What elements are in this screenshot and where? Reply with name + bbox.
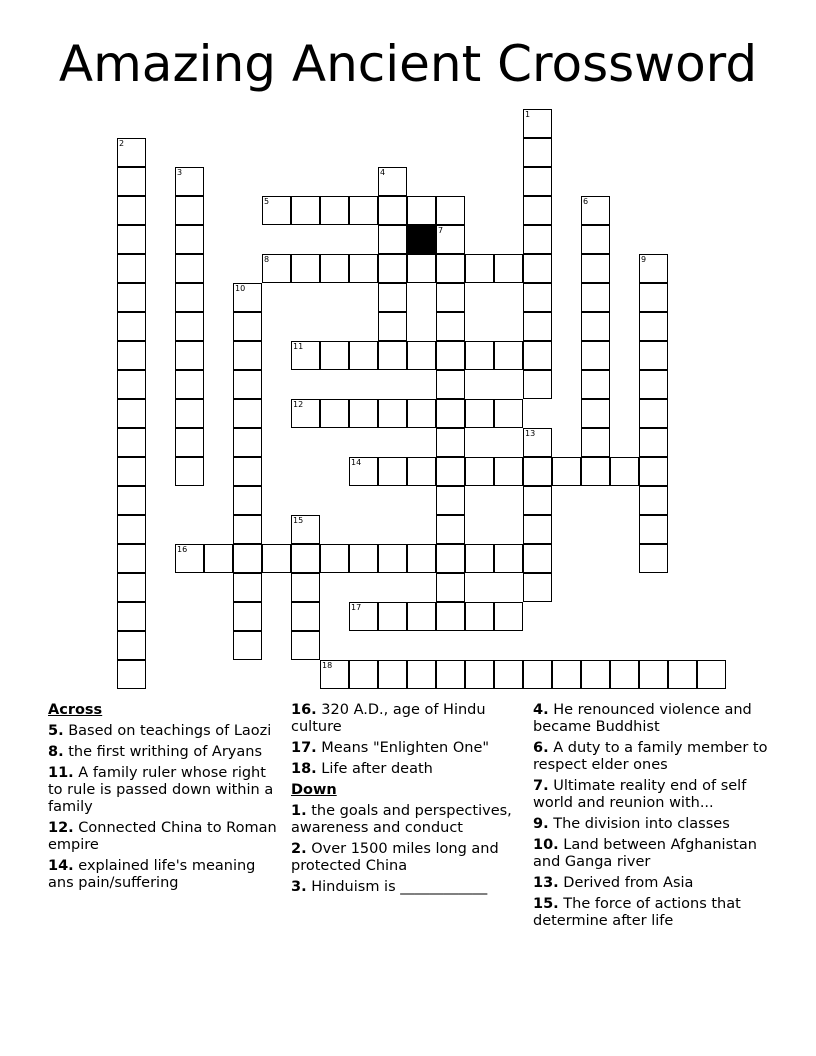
grid-cell[interactable] bbox=[262, 544, 291, 573]
grid-cell[interactable] bbox=[465, 341, 494, 370]
clue-number: 5. bbox=[48, 723, 64, 739]
clue-item bbox=[291, 841, 521, 875]
clue-text: Connected China to Roman empire bbox=[48, 820, 277, 853]
grid-cell[interactable] bbox=[291, 631, 320, 660]
grid-cell[interactable] bbox=[668, 660, 697, 689]
clue-number: 13. bbox=[533, 875, 559, 891]
grid-cell[interactable] bbox=[320, 399, 349, 428]
grid-cell[interactable] bbox=[349, 196, 378, 225]
grid-cell[interactable] bbox=[117, 254, 146, 283]
grid-cell[interactable] bbox=[581, 370, 610, 399]
cell-number: 14 bbox=[351, 458, 362, 467]
clue-number: 4. bbox=[533, 702, 549, 718]
cell-number: 4 bbox=[380, 168, 386, 177]
cell-number: 13 bbox=[525, 429, 536, 438]
grid-cell[interactable] bbox=[639, 254, 668, 283]
down-clue-list-continued bbox=[533, 702, 773, 930]
grid-cell[interactable] bbox=[523, 254, 552, 283]
grid-cell[interactable] bbox=[436, 457, 465, 486]
grid-cell[interactable] bbox=[407, 254, 436, 283]
grid-cell[interactable] bbox=[581, 312, 610, 341]
cell-number: 2 bbox=[119, 139, 125, 148]
grid-cell[interactable] bbox=[175, 283, 204, 312]
clue-number: 15. bbox=[533, 896, 559, 912]
grid-cell[interactable] bbox=[233, 515, 262, 544]
grid-cell[interactable] bbox=[523, 109, 552, 138]
grid-cell[interactable] bbox=[436, 486, 465, 515]
grid-cell[interactable] bbox=[494, 602, 523, 631]
grid-cell[interactable] bbox=[117, 486, 146, 515]
grid-cell[interactable] bbox=[117, 399, 146, 428]
grid-cell[interactable] bbox=[465, 544, 494, 573]
grid-cell[interactable] bbox=[291, 341, 320, 370]
grid-cell[interactable] bbox=[581, 428, 610, 457]
grid-cell[interactable] bbox=[552, 660, 581, 689]
clue-text: Hinduism is ____________ bbox=[306, 879, 488, 895]
grid-cell[interactable] bbox=[204, 544, 233, 573]
grid-cell[interactable] bbox=[320, 196, 349, 225]
grid-cell[interactable] bbox=[117, 544, 146, 573]
clue-number: 14. bbox=[48, 858, 74, 874]
grid-cell[interactable] bbox=[581, 660, 610, 689]
clue-item bbox=[291, 879, 521, 896]
clue-number: 9. bbox=[533, 816, 549, 832]
grid-cell[interactable] bbox=[349, 457, 378, 486]
grid-cell[interactable] bbox=[407, 399, 436, 428]
clues-column-3 bbox=[533, 702, 773, 934]
grid-cell[interactable] bbox=[378, 341, 407, 370]
clue-item bbox=[533, 875, 773, 892]
grid-cell[interactable] bbox=[494, 544, 523, 573]
clue-text: explained life's meaning ans pain/suffering bbox=[48, 858, 256, 891]
grid-cell[interactable] bbox=[291, 573, 320, 602]
grid-cell[interactable] bbox=[378, 399, 407, 428]
grid-cell[interactable] bbox=[494, 399, 523, 428]
clue-number: 8. bbox=[48, 744, 64, 760]
grid-cell[interactable] bbox=[581, 283, 610, 312]
grid-cell[interactable] bbox=[233, 312, 262, 341]
clue-text: the goals and perspectives, awareness and conduct bbox=[291, 803, 512, 836]
grid-cell[interactable] bbox=[175, 341, 204, 370]
grid-cell[interactable] bbox=[117, 602, 146, 631]
clue-text: The division into classes bbox=[548, 816, 730, 832]
grid-cell[interactable] bbox=[378, 660, 407, 689]
cell-number: 18 bbox=[322, 661, 333, 670]
grid-cell[interactable] bbox=[639, 515, 668, 544]
clue-text: Based on teachings of Laozi bbox=[63, 723, 272, 739]
grid-cell[interactable] bbox=[117, 457, 146, 486]
grid-cell[interactable] bbox=[117, 573, 146, 602]
grid-cell[interactable] bbox=[523, 660, 552, 689]
clue-text: Derived from Asia bbox=[558, 875, 694, 891]
grid-cell[interactable] bbox=[639, 283, 668, 312]
grid-cell[interactable] bbox=[117, 370, 146, 399]
grid-cell[interactable] bbox=[436, 428, 465, 457]
grid-cell[interactable] bbox=[436, 312, 465, 341]
clue-text: The force of actions that determine after life bbox=[533, 896, 741, 929]
grid-cell[interactable] bbox=[320, 544, 349, 573]
grid-cell[interactable] bbox=[378, 283, 407, 312]
clue-text: A family ruler whose right to rule is passed down within a family bbox=[48, 765, 274, 815]
grid-cell[interactable] bbox=[639, 544, 668, 573]
clue-number: 16. bbox=[291, 702, 317, 718]
grid-cell[interactable] bbox=[581, 399, 610, 428]
clue-number: 12. bbox=[48, 820, 74, 836]
grid-cell[interactable] bbox=[320, 254, 349, 283]
grid-cell[interactable] bbox=[175, 399, 204, 428]
clue-text: He renounced violence and became Buddhist bbox=[533, 702, 752, 735]
grid-cell[interactable] bbox=[262, 196, 291, 225]
clue-number: 2. bbox=[291, 841, 307, 857]
grid-cell[interactable] bbox=[117, 515, 146, 544]
grid-cell[interactable] bbox=[697, 660, 726, 689]
grid-cell[interactable] bbox=[407, 196, 436, 225]
clue-number: 17. bbox=[291, 740, 317, 756]
grid-cell[interactable] bbox=[233, 486, 262, 515]
grid-cell[interactable] bbox=[175, 312, 204, 341]
grid-cell[interactable] bbox=[117, 312, 146, 341]
clue-text: Land between Afghanistan and Ganga river bbox=[533, 837, 757, 870]
grid-cell[interactable] bbox=[523, 341, 552, 370]
grid-cell[interactable] bbox=[523, 283, 552, 312]
grid-cell[interactable] bbox=[407, 660, 436, 689]
grid-cell[interactable] bbox=[523, 486, 552, 515]
grid-cell[interactable] bbox=[407, 341, 436, 370]
clue-text: Ultimate reality end of self world and reunion with... bbox=[533, 778, 747, 811]
grid-cell[interactable] bbox=[175, 167, 204, 196]
cell-number: 10 bbox=[235, 284, 246, 293]
clue-number: 10. bbox=[533, 837, 559, 853]
clue-number: 18. bbox=[291, 761, 317, 777]
grid-cell[interactable] bbox=[291, 254, 320, 283]
grid-cell[interactable] bbox=[117, 196, 146, 225]
grid-cell[interactable] bbox=[378, 167, 407, 196]
grid-cell[interactable] bbox=[407, 602, 436, 631]
grid-cell[interactable] bbox=[233, 399, 262, 428]
grid-cell[interactable] bbox=[494, 660, 523, 689]
grid-cell[interactable] bbox=[465, 254, 494, 283]
grid-cell[interactable] bbox=[233, 457, 262, 486]
grid-cell[interactable] bbox=[581, 254, 610, 283]
grid-cell[interactable] bbox=[175, 428, 204, 457]
clue-text: Life after death bbox=[316, 761, 433, 777]
grid-cell[interactable] bbox=[436, 515, 465, 544]
grid-cell[interactable] bbox=[175, 196, 204, 225]
black-cell bbox=[407, 225, 436, 254]
clue-number: 6. bbox=[533, 740, 549, 756]
grid-cell[interactable] bbox=[378, 196, 407, 225]
grid-cell[interactable] bbox=[378, 254, 407, 283]
grid-cell[interactable] bbox=[436, 254, 465, 283]
clue-item bbox=[48, 765, 280, 816]
grid-cell[interactable] bbox=[233, 428, 262, 457]
grid-cell[interactable] bbox=[610, 457, 639, 486]
grid-cell[interactable] bbox=[436, 660, 465, 689]
grid-cell[interactable] bbox=[581, 196, 610, 225]
clue-item bbox=[291, 702, 521, 736]
grid-cell[interactable] bbox=[175, 225, 204, 254]
grid-cell[interactable] bbox=[175, 457, 204, 486]
grid-cell[interactable] bbox=[407, 457, 436, 486]
clue-text: 320 A.D., age of Hindu culture bbox=[291, 702, 486, 735]
grid-cell[interactable] bbox=[465, 660, 494, 689]
clue-number: 11. bbox=[48, 765, 74, 781]
grid-cell[interactable] bbox=[639, 341, 668, 370]
cell-number: 12 bbox=[293, 400, 304, 409]
grid-cell[interactable] bbox=[610, 660, 639, 689]
grid-cell[interactable] bbox=[436, 370, 465, 399]
grid-cell[interactable] bbox=[494, 457, 523, 486]
clue-item bbox=[48, 858, 280, 892]
cell-number: 8 bbox=[264, 255, 270, 264]
grid-cell[interactable] bbox=[639, 399, 668, 428]
clue-number: 1. bbox=[291, 803, 307, 819]
clue-item bbox=[533, 702, 773, 736]
clue-text: the first writhing of Aryans bbox=[63, 744, 263, 760]
clue-number: 7. bbox=[533, 778, 549, 794]
grid-cell[interactable] bbox=[523, 138, 552, 167]
grid-cell[interactable] bbox=[233, 283, 262, 312]
grid-cell[interactable] bbox=[436, 602, 465, 631]
down-heading: Down bbox=[291, 782, 337, 798]
grid-cell[interactable] bbox=[523, 457, 552, 486]
grid-cell[interactable] bbox=[552, 457, 581, 486]
grid-cell[interactable] bbox=[291, 544, 320, 573]
clue-item bbox=[291, 761, 521, 778]
clue-item bbox=[48, 723, 280, 740]
grid-cell[interactable] bbox=[639, 457, 668, 486]
grid-cell[interactable] bbox=[378, 457, 407, 486]
grid-cell[interactable] bbox=[465, 602, 494, 631]
grid-cell[interactable] bbox=[117, 631, 146, 660]
grid-cell[interactable] bbox=[349, 602, 378, 631]
grid-cell[interactable] bbox=[117, 138, 146, 167]
grid-cell[interactable] bbox=[175, 254, 204, 283]
grid-cell[interactable] bbox=[523, 515, 552, 544]
grid-cell[interactable] bbox=[436, 225, 465, 254]
grid-cell[interactable] bbox=[407, 544, 436, 573]
grid-cell[interactable] bbox=[262, 254, 291, 283]
grid-cell[interactable] bbox=[465, 399, 494, 428]
clue-item bbox=[533, 837, 773, 871]
clue-text: Means "Enlighten One" bbox=[316, 740, 490, 756]
clue-text: A duty to a family member to respect elder ones bbox=[533, 740, 768, 773]
clue-item bbox=[533, 816, 773, 833]
grid-cell[interactable] bbox=[378, 225, 407, 254]
cell-number: 15 bbox=[293, 516, 304, 525]
grid-cell[interactable] bbox=[117, 341, 146, 370]
grid-cell[interactable] bbox=[436, 399, 465, 428]
cell-number: 1 bbox=[525, 110, 531, 119]
clue-text: Over 1500 miles long and protected China bbox=[291, 841, 499, 874]
grid-cell[interactable] bbox=[233, 573, 262, 602]
cell-number: 11 bbox=[293, 342, 304, 351]
grid-cell[interactable] bbox=[291, 515, 320, 544]
grid-cell[interactable] bbox=[523, 167, 552, 196]
grid-cell[interactable] bbox=[436, 283, 465, 312]
across-heading: Across bbox=[48, 702, 103, 718]
grid-cell[interactable] bbox=[320, 341, 349, 370]
across-clue-list-continued bbox=[291, 702, 521, 778]
page-title: Amazing Ancient Crossword bbox=[58, 35, 758, 93]
grid-cell[interactable] bbox=[523, 573, 552, 602]
grid-cell[interactable] bbox=[378, 312, 407, 341]
grid-cell[interactable] bbox=[291, 196, 320, 225]
grid-cell[interactable] bbox=[117, 660, 146, 689]
cell-number: 7 bbox=[438, 226, 444, 235]
grid-cell[interactable] bbox=[175, 544, 204, 573]
grid-cell[interactable] bbox=[639, 428, 668, 457]
cell-number: 16 bbox=[177, 545, 188, 554]
cell-number: 9 bbox=[641, 255, 647, 264]
grid-cell[interactable] bbox=[523, 544, 552, 573]
grid-cell[interactable] bbox=[117, 225, 146, 254]
grid-cell[interactable] bbox=[523, 196, 552, 225]
grid-cell[interactable] bbox=[581, 457, 610, 486]
grid-cell[interactable] bbox=[378, 544, 407, 573]
grid-cell[interactable] bbox=[436, 341, 465, 370]
cell-number: 3 bbox=[177, 168, 183, 177]
cell-number: 5 bbox=[264, 197, 270, 206]
grid-cell[interactable] bbox=[581, 225, 610, 254]
clue-item bbox=[48, 744, 280, 761]
grid-cell[interactable] bbox=[494, 341, 523, 370]
grid-cell[interactable] bbox=[233, 631, 262, 660]
grid-cell[interactable] bbox=[494, 254, 523, 283]
clue-number: 3. bbox=[291, 879, 307, 895]
grid-cell[interactable] bbox=[436, 573, 465, 602]
clue-item bbox=[291, 740, 521, 757]
grid-cell[interactable] bbox=[465, 457, 494, 486]
grid-cell[interactable] bbox=[233, 602, 262, 631]
grid-cell[interactable] bbox=[233, 544, 262, 573]
clues-column-2 bbox=[291, 702, 521, 900]
grid-cell[interactable] bbox=[523, 428, 552, 457]
grid-cell[interactable] bbox=[639, 312, 668, 341]
grid-cell[interactable] bbox=[320, 660, 349, 689]
cell-number: 6 bbox=[583, 197, 589, 206]
grid-cell[interactable] bbox=[349, 254, 378, 283]
clue-item bbox=[291, 803, 521, 837]
clue-item bbox=[533, 896, 773, 930]
grid-cell[interactable] bbox=[523, 370, 552, 399]
grid-cell[interactable] bbox=[581, 341, 610, 370]
grid-cell[interactable] bbox=[639, 370, 668, 399]
cell-number: 17 bbox=[351, 603, 362, 612]
grid-cell[interactable] bbox=[233, 341, 262, 370]
grid-cell[interactable] bbox=[436, 544, 465, 573]
grid-cell[interactable] bbox=[639, 660, 668, 689]
grid-cell[interactable] bbox=[349, 399, 378, 428]
grid-cell[interactable] bbox=[349, 544, 378, 573]
grid-cell[interactable] bbox=[233, 370, 262, 399]
clues-column-1 bbox=[48, 702, 280, 896]
grid-cell[interactable] bbox=[117, 428, 146, 457]
grid-cell[interactable] bbox=[436, 196, 465, 225]
grid-cell[interactable] bbox=[523, 312, 552, 341]
clue-item bbox=[48, 820, 280, 854]
grid-cell[interactable] bbox=[291, 399, 320, 428]
grid-cell[interactable] bbox=[349, 660, 378, 689]
grid-cell[interactable] bbox=[378, 602, 407, 631]
grid-cell[interactable] bbox=[639, 486, 668, 515]
grid-cell[interactable] bbox=[117, 283, 146, 312]
clue-item bbox=[533, 740, 773, 774]
grid-cell[interactable] bbox=[175, 370, 204, 399]
grid-cell[interactable] bbox=[349, 341, 378, 370]
grid-cell[interactable] bbox=[291, 602, 320, 631]
down-clue-list bbox=[291, 803, 521, 896]
clue-item bbox=[533, 778, 773, 812]
across-clue-list bbox=[48, 723, 280, 892]
grid-cell[interactable] bbox=[523, 225, 552, 254]
grid-cell[interactable] bbox=[117, 167, 146, 196]
